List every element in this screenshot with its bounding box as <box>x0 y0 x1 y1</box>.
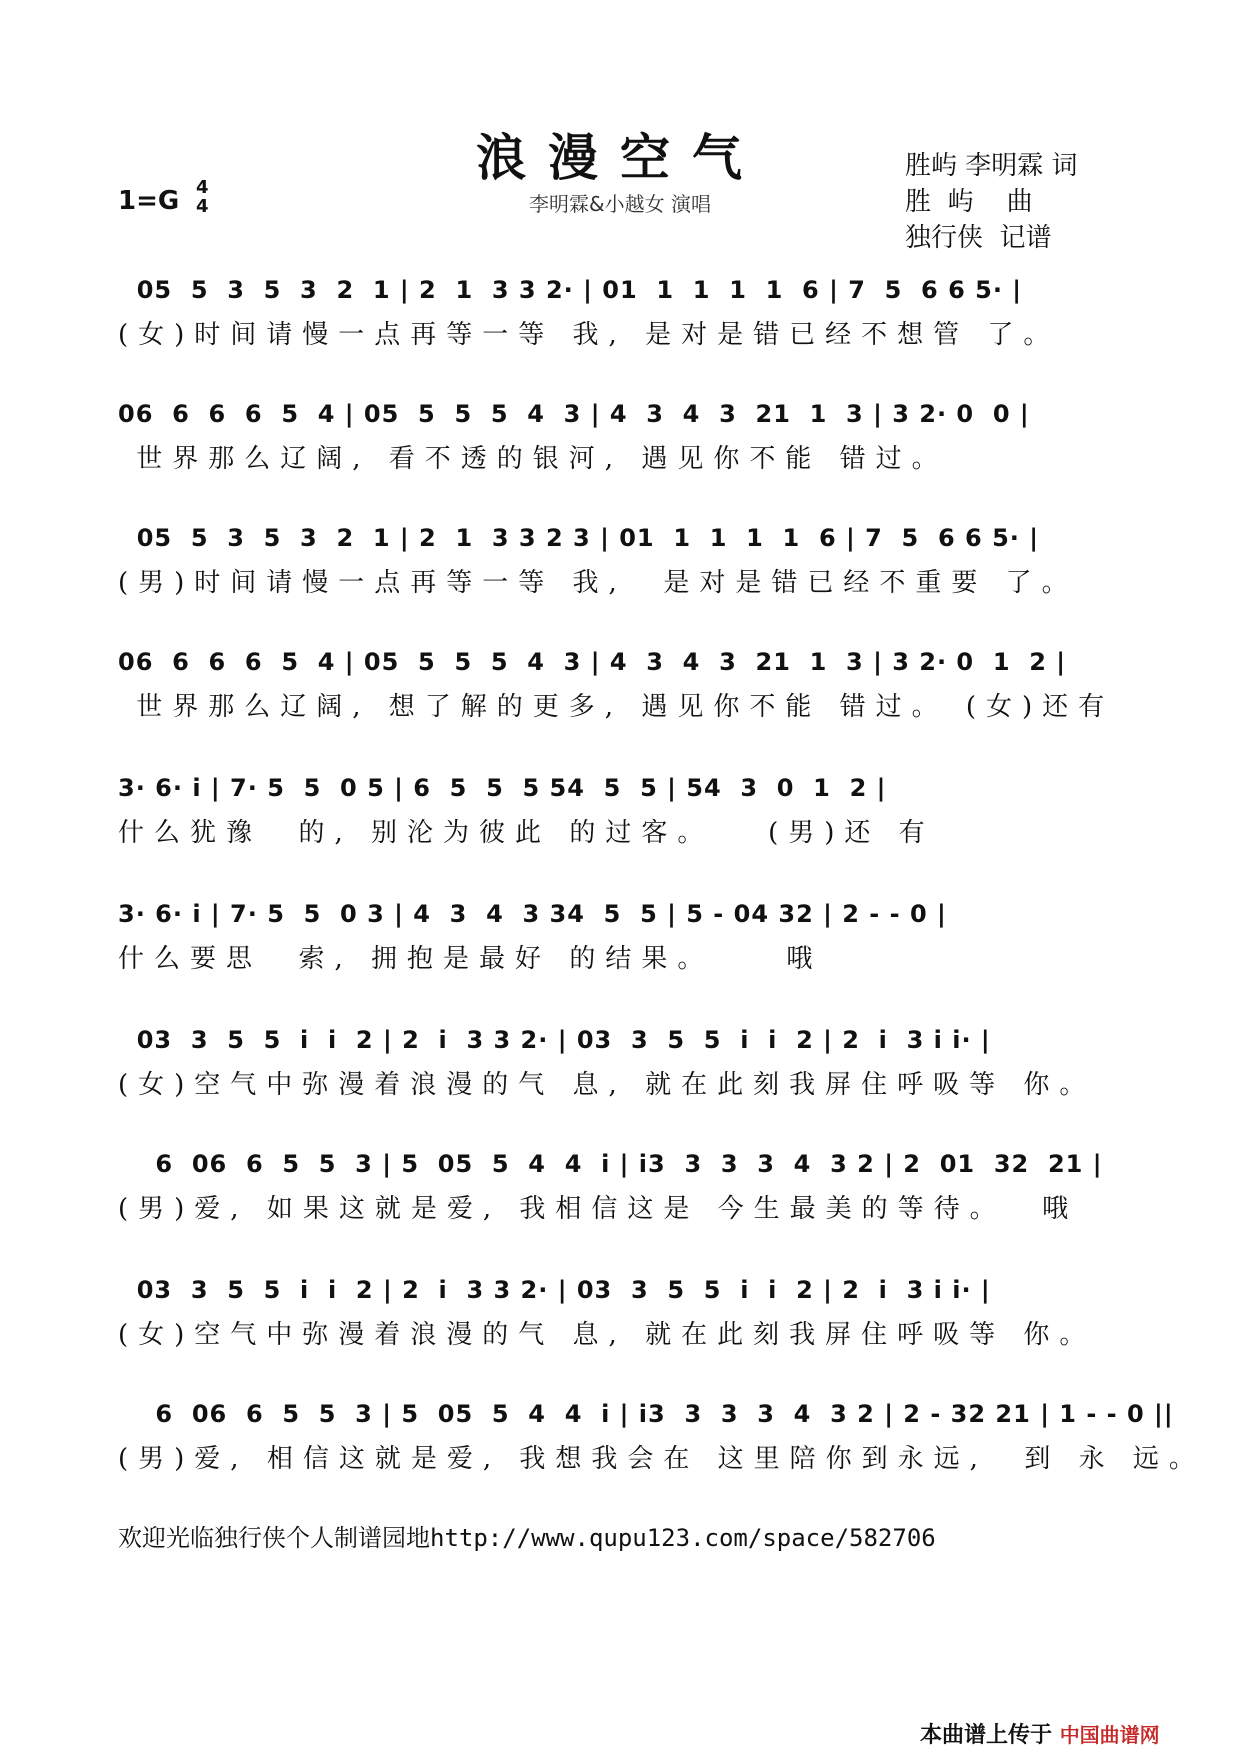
score-line-9 <box>118 1276 1128 1351</box>
notes: 05 5 3 5 3 2 1 | 2 1 3 3 2 3 | 01 1 1 1 1 6 | 7 5 6 6 5· | <box>118 524 1039 552</box>
site-logo: 中国曲谱网 <box>1059 1723 1160 1747</box>
lyricist-credit: 胜屿 李明霖 词 <box>905 151 1078 181</box>
lyrics: 什么要思 索, 拥抱是最好 的结果。 哦 <box>118 944 823 974</box>
notes: 3· 6· i | 7· 5 5 0 3 | 4 3 4 3 34 5 5 | 5 - 04 32 | 2 - - 0 | <box>118 900 947 928</box>
lyrics: (女)时间请慢一点再等一等 我, 是对是错已经不想管 了。 <box>118 320 1060 350</box>
lyrics: (男)爱, 如果这就是爱, 我相信这是 今生最美的等待。 哦 <box>118 1194 1079 1224</box>
notes: 06 6 6 6 5 4 | 05 5 5 5 4 3 | 4 3 4 3 21 1 3 | 3 2· 0 1 2 | <box>118 648 1067 676</box>
footer-link[interactable]: 欢迎光临独行侠个人制谱园地http://www.qupu123.com/space/582706 <box>118 1524 936 1552</box>
score-line-10 <box>118 1400 1205 1475</box>
score-line-5 <box>118 774 1128 849</box>
lyrics: 世界那么辽阔, 看不透的银河, 遇见你不能 错过。 <box>118 444 948 474</box>
key-signature: 1=G <box>118 186 180 216</box>
transcriber-credit: 独行侠 记谱 <box>905 223 1052 253</box>
lyrics: 什么犹豫 的, 别沦为彼此 的过客。 (男)还 有 <box>118 818 935 848</box>
lyrics: (男)时间请慢一点再等一等 我, 是对是错已经不重要 了。 <box>118 568 1078 598</box>
notes: 3· 6· i | 7· 5 5 0 5 | 6 5 5 5 54 5 5 | 54 3 0 1 2 | <box>118 774 887 802</box>
notes: 06 6 6 6 5 4 | 05 5 5 5 4 3 | 4 3 4 3 21 1 3 | 3 2· 0 0 | <box>118 400 1030 428</box>
meter-top: 4 <box>196 177 209 198</box>
upload-stamp <box>920 1718 1160 1749</box>
notes: 03 3 5 5 i i 2 | 2 i 3 3 2· | 03 3 5 5 i i 2 | 2 i 3 i i· | <box>118 1276 991 1304</box>
lyrics: (女)空气中弥漫着浪漫的气 息, 就在此刻我屏住呼吸等 你。 <box>118 1320 1096 1350</box>
score-line-1 <box>118 276 1128 351</box>
lyrics: (女)空气中弥漫着浪漫的气 息, 就在此刻我屏住呼吸等 你。 <box>118 1070 1096 1100</box>
time-signature <box>196 178 209 216</box>
notes: 05 5 3 5 3 2 1 | 2 1 3 3 2· | 01 1 1 1 1 6 | 7 5 6 6 5· | <box>118 276 1023 304</box>
song-title: 浪漫空气 <box>476 128 764 187</box>
lyrics: (男)爱, 相信这就是爱, 我想我会在 这里陪你到永远, 到 永 远。 <box>118 1444 1205 1474</box>
score-line-6 <box>118 900 1128 975</box>
lyrics: 世界那么辽阔, 想了解的更多, 遇见你不能 错过。 (女)还有 <box>118 692 1115 722</box>
composer-credit: 胜 屿 曲 <box>905 187 1033 217</box>
score-line-4 <box>118 648 1128 723</box>
notes: 03 3 5 5 i i 2 | 2 i 3 3 2· | 03 3 5 5 i i 2 | 2 i 3 i i· | <box>118 1026 991 1054</box>
score-line-2 <box>118 400 1128 475</box>
singers: 李明霖&小越女 演唱 <box>529 192 711 216</box>
credits <box>905 148 1078 256</box>
notes: 6 06 6 5 5 3 | 5 05 5 4 4 i | i3 3 3 3 4 3 2 | 2 01 32 21 | <box>118 1150 1103 1178</box>
score-line-3 <box>118 524 1128 599</box>
meter-bottom: 4 <box>196 196 209 217</box>
score-line-7 <box>118 1026 1128 1101</box>
score-line-8 <box>118 1150 1128 1225</box>
stamp-text: 本曲谱上传于 <box>920 1723 1053 1748</box>
notes: 6 06 6 5 5 3 | 5 05 5 4 4 i | i3 3 3 3 4 3 2 | 2 - 32 21 | 1 - - 0 || <box>118 1400 1174 1428</box>
